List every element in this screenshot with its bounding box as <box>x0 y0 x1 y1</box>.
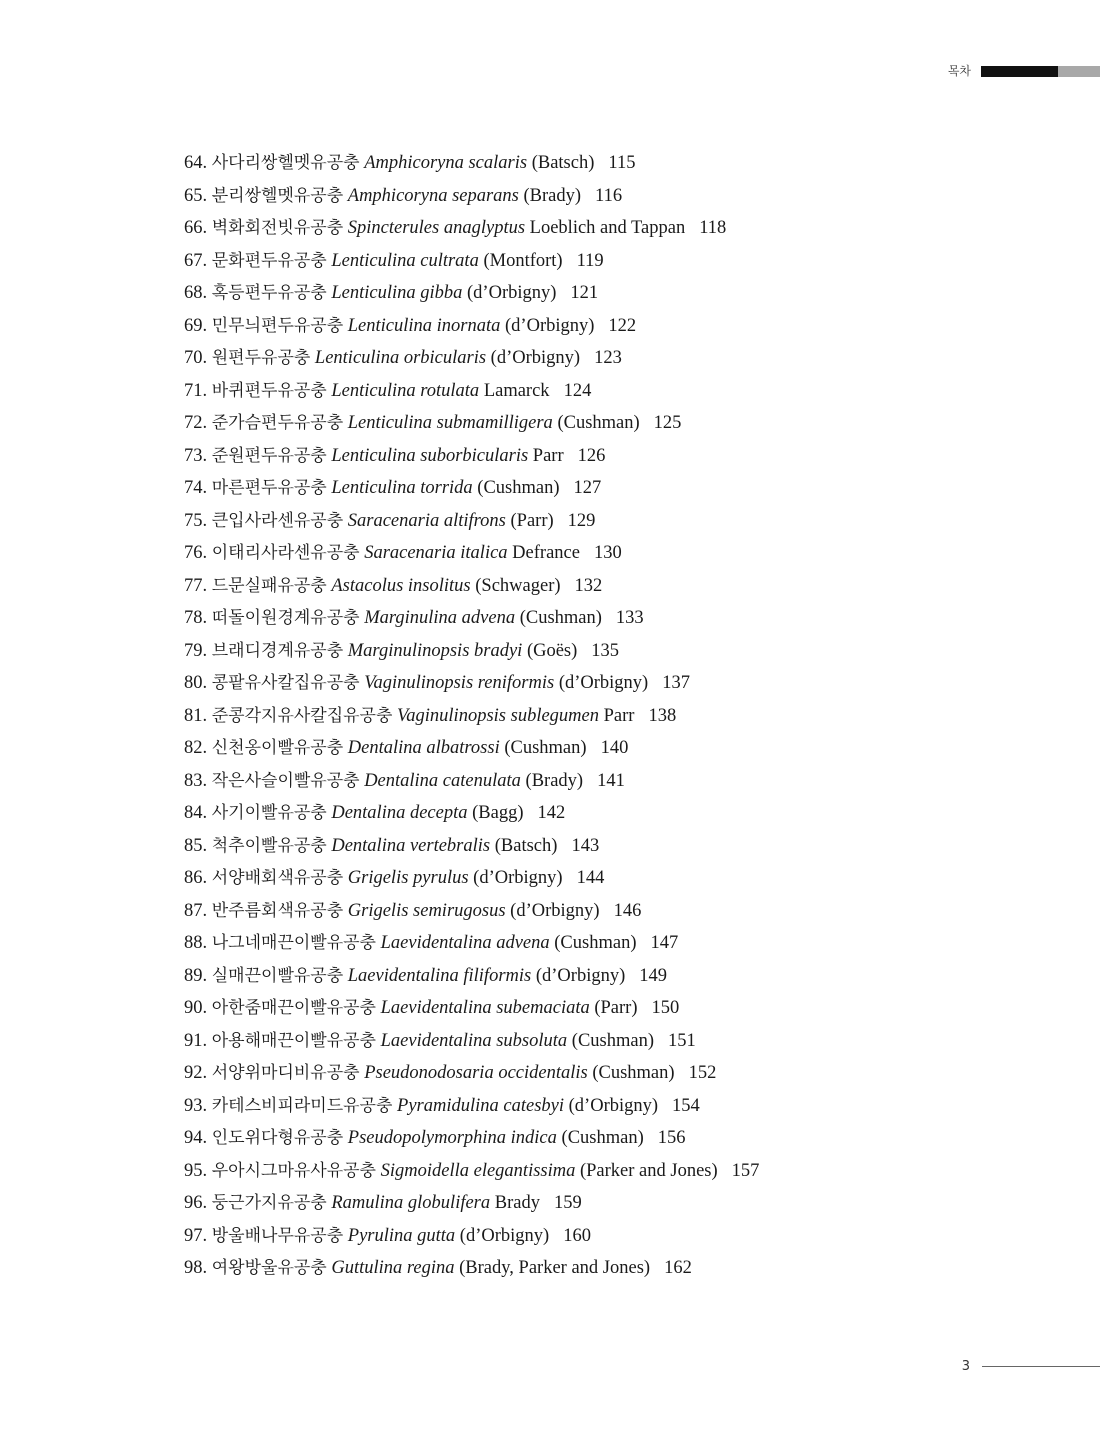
entry-korean-name: 바퀴편두유공충 <box>211 380 327 401</box>
entry-number: 74. <box>184 478 208 498</box>
entry-number: 82. <box>184 738 208 758</box>
entry-page-number: 147 <box>650 933 679 953</box>
entry-author: (Cushman) <box>571 1030 654 1051</box>
entry-scientific-name: Lenticulina rotulata <box>331 380 480 401</box>
entry-scientific-name: Astacolus insolitus <box>331 575 471 596</box>
entry-korean-name: 민무늬편두유공충 <box>211 315 344 336</box>
page-header <box>948 63 1100 79</box>
entry-scientific-name: Vaginulinopsis reniformis <box>364 673 555 693</box>
entry-scientific-name: Dentalina vertebralis <box>331 835 491 856</box>
toc-entry <box>184 1122 759 1155</box>
toc-entry <box>184 797 759 830</box>
entry-page-number: 162 <box>664 1258 692 1278</box>
entry-page-number: 118 <box>699 218 727 238</box>
toc-entry <box>184 1057 759 1090</box>
entry-scientific-name: Saracenaria italica <box>364 543 508 563</box>
entry-number: 97. <box>184 1225 208 1246</box>
entry-author: (Cushman) <box>477 478 560 498</box>
entry-author: (Cushman) <box>504 738 587 758</box>
toc-entry <box>184 667 759 700</box>
entry-number: 65. <box>184 185 208 206</box>
entry-page-number: 142 <box>537 803 566 823</box>
entry-page-number: 119 <box>576 250 604 271</box>
toc-entry <box>184 147 759 180</box>
entry-scientific-name: Laevidentalina subemaciata <box>380 998 590 1018</box>
toc-entry <box>184 992 759 1025</box>
entry-author: (Cushman) <box>592 1063 675 1083</box>
entry-author: (d’Orbigny) <box>558 673 649 693</box>
entry-number: 66. <box>184 218 208 238</box>
entry-number: 83. <box>184 770 208 791</box>
entry-page-number: 127 <box>573 478 602 498</box>
entry-scientific-name: Pyrulina gutta <box>347 1225 456 1246</box>
entry-author: (Montfort) <box>483 250 563 271</box>
entry-number: 68. <box>184 283 208 303</box>
entry-author: (Cushman) <box>561 1128 644 1148</box>
entry-korean-name: 작은사슬이빨유공충 <box>211 770 360 791</box>
entry-korean-name: 서양위마디비유공충 <box>211 1063 360 1083</box>
entry-korean-name: 신천옹이빨유공충 <box>211 738 344 758</box>
entry-korean-name: 반주름회색유공충 <box>211 900 344 921</box>
entry-author: Defrance <box>512 543 580 563</box>
entry-page-number: 129 <box>567 510 596 531</box>
entry-scientific-name: Laevidentalina subsoluta <box>380 1030 568 1051</box>
entry-number: 81. <box>184 705 208 726</box>
toc-entry <box>184 537 759 570</box>
entry-page-number: 140 <box>600 738 629 758</box>
entry-page-number: 135 <box>591 640 620 661</box>
entry-page-number: 123 <box>594 348 622 368</box>
toc-entry <box>184 472 759 505</box>
toc-entry <box>184 342 759 375</box>
entry-number: 69. <box>184 315 208 336</box>
header-bar-dark <box>981 66 1058 77</box>
toc-entry <box>184 862 759 895</box>
entry-scientific-name: Dentalina decepta <box>331 803 468 823</box>
entry-scientific-name: Vaginulinopsis sublegumen <box>397 705 599 726</box>
entry-scientific-name: Laevidentalina advena <box>380 933 550 953</box>
entry-number: 80. <box>184 673 208 693</box>
entry-number: 86. <box>184 868 208 888</box>
entry-number: 72. <box>184 413 208 433</box>
entry-korean-name: 아한줌매끈이빨유공충 <box>211 998 376 1018</box>
entry-scientific-name: Spincterules anaglyptus <box>347 218 526 238</box>
entry-page-number: 154 <box>672 1095 700 1116</box>
entry-korean-name: 이태리사라센유공충 <box>211 543 360 563</box>
entry-number: 94. <box>184 1128 208 1148</box>
header-bar-decoration <box>981 66 1100 77</box>
entry-scientific-name: Dentalina albatrossi <box>347 738 500 758</box>
entry-author: Brady <box>494 1193 540 1213</box>
section-title: 목차 <box>947 64 971 78</box>
entry-korean-name: 실매끈이빨유공충 <box>211 965 344 986</box>
entry-korean-name: 혹등편두유공충 <box>211 283 327 303</box>
entry-number: 70. <box>184 348 208 368</box>
table-of-contents <box>184 147 759 1285</box>
entry-number: 84. <box>184 803 208 823</box>
toc-entry <box>184 602 759 635</box>
entry-korean-name: 준콩각지유사칼집유공충 <box>211 705 393 726</box>
entry-scientific-name: Lenticulina torrida <box>331 478 473 498</box>
entry-page-number: 146 <box>613 900 642 921</box>
toc-entry <box>184 505 759 538</box>
entry-author: (d’Orbigny) <box>467 283 557 303</box>
entry-scientific-name: Grigelis semirugosus <box>347 900 506 921</box>
entry-scientific-name: Marginulinopsis bradyi <box>347 640 523 661</box>
entry-author: (Bagg) <box>472 803 524 823</box>
entry-korean-name: 떠돌이원경계유공충 <box>211 608 360 628</box>
entry-scientific-name: Pseudonodosaria occidentalis <box>364 1063 588 1083</box>
entry-page-number: 116 <box>595 185 623 206</box>
entry-scientific-name: Grigelis pyrulus <box>347 868 469 888</box>
entry-number: 77. <box>184 575 208 596</box>
entry-page-number: 125 <box>653 413 682 433</box>
entry-scientific-name: Ramulina globulifera <box>331 1193 491 1213</box>
entry-scientific-name: Dentalina catenulata <box>364 770 521 791</box>
entry-number: 95. <box>184 1160 208 1181</box>
entry-page-number: 132 <box>574 575 603 596</box>
entry-scientific-name: Pseudopolymorphina indica <box>347 1128 557 1148</box>
entry-page-number: 115 <box>608 153 636 173</box>
entry-page-number: 156 <box>657 1128 686 1148</box>
entry-author: Lamarck <box>483 380 550 401</box>
entry-page-number: 150 <box>651 998 680 1018</box>
toc-entry <box>184 960 759 993</box>
entry-number: 71. <box>184 380 208 401</box>
page-number: 3 <box>961 1359 970 1374</box>
entry-scientific-name: Lenticulina submamilligera <box>347 413 553 433</box>
toc-entry <box>184 1025 759 1058</box>
entry-korean-name: 방울배나무유공충 <box>211 1225 344 1246</box>
entry-scientific-name: Saracenaria altifrons <box>347 510 506 531</box>
toc-entry <box>184 830 759 863</box>
entry-number: 73. <box>184 445 208 466</box>
entry-number: 76. <box>184 543 208 563</box>
entry-author: (d’Orbigny) <box>490 348 581 368</box>
toc-entry <box>184 1187 759 1220</box>
entry-page-number: 138 <box>648 705 677 726</box>
entry-scientific-name: Pyramidulina catesbyi <box>397 1095 565 1116</box>
entry-page-number: 159 <box>553 1193 582 1213</box>
entry-korean-name: 콩팥유사칼집유공충 <box>211 673 360 693</box>
entry-number: 87. <box>184 900 208 921</box>
entry-scientific-name: Marginulina advena <box>364 608 516 628</box>
entry-scientific-name: Lenticulina suborbicularis <box>331 445 529 466</box>
entry-author: (Batsch) <box>494 835 558 856</box>
entry-author: (d’Orbigny) <box>473 868 563 888</box>
entry-number: 78. <box>184 608 208 628</box>
entry-korean-name: 드문실패유공충 <box>211 575 327 596</box>
entry-page-number: 152 <box>688 1063 717 1083</box>
entry-korean-name: 분리쌍헬멧유공충 <box>211 185 344 206</box>
entry-korean-name: 사기이빨유공충 <box>211 803 327 823</box>
entry-page-number: 141 <box>597 770 625 791</box>
entry-scientific-name: Lenticulina gibba <box>331 283 463 303</box>
entry-page-number: 149 <box>639 965 668 986</box>
entry-author: (Parker and Jones) <box>579 1160 718 1181</box>
entry-number: 88. <box>184 933 208 953</box>
toc-entry <box>184 407 759 440</box>
entry-number: 98. <box>184 1258 208 1278</box>
toc-entry <box>184 1252 759 1285</box>
entry-page-number: 151 <box>668 1030 696 1051</box>
entry-korean-name: 마른편두유공충 <box>211 478 327 498</box>
toc-entry <box>184 700 759 733</box>
toc-entry <box>184 440 759 473</box>
header-bar-gray <box>1058 66 1100 77</box>
entry-korean-name: 브래디경계유공충 <box>211 640 344 661</box>
toc-entry <box>184 1155 759 1188</box>
entry-author: Parr <box>603 705 635 726</box>
entry-author: (Brady, Parker and Jones) <box>459 1258 651 1278</box>
toc-entry <box>184 1090 759 1123</box>
entry-scientific-name: Sigmoidella elegantissima <box>380 1160 576 1181</box>
entry-number: 85. <box>184 835 208 856</box>
entry-scientific-name: Lenticulina inornata <box>347 315 501 336</box>
entry-number: 64. <box>184 153 208 173</box>
entry-korean-name: 벽화회전빗유공충 <box>211 218 344 238</box>
toc-entry <box>184 895 759 928</box>
toc-entry <box>184 1220 759 1253</box>
entry-number: 91. <box>184 1030 208 1051</box>
entry-page-number: 126 <box>577 445 606 466</box>
toc-entry <box>184 277 759 310</box>
entry-page-number: 124 <box>563 380 592 401</box>
entry-scientific-name: Laevidentalina filiformis <box>347 965 532 986</box>
entry-author: (d’Orbigny) <box>535 965 626 986</box>
entry-korean-name: 우아시그마유사유공충 <box>211 1160 376 1181</box>
entry-scientific-name: Guttulina regina <box>331 1258 455 1278</box>
toc-entry <box>184 245 759 278</box>
entry-author: Parr <box>532 445 564 466</box>
entry-korean-name: 문화편두유공충 <box>211 250 327 271</box>
entry-scientific-name: Amphicoryna scalaris <box>364 153 528 173</box>
entry-korean-name: 사다리쌍헬멧유공충 <box>211 153 360 173</box>
entry-author: (d’Orbigny) <box>459 1225 550 1246</box>
entry-author: (Schwager) <box>475 575 561 596</box>
entry-scientific-name: Amphicoryna separans <box>347 185 519 206</box>
entry-author: (d’Orbigny) <box>568 1095 659 1116</box>
toc-entry <box>184 570 759 603</box>
entry-page-number: 157 <box>731 1160 760 1181</box>
entry-author: (Batsch) <box>531 153 595 173</box>
toc-entry <box>184 927 759 960</box>
entry-korean-name: 나그네매끈이빨유공충 <box>211 933 376 953</box>
toc-entry <box>184 212 759 245</box>
entry-korean-name: 여왕방울유공충 <box>211 1258 327 1278</box>
entry-korean-name: 원편두유공충 <box>211 348 311 368</box>
entry-number: 79. <box>184 640 208 661</box>
toc-entry <box>184 375 759 408</box>
entry-author: (Parr) <box>510 510 554 531</box>
entry-korean-name: 큰입사라센유공충 <box>211 510 344 531</box>
entry-author: (Goës) <box>526 640 578 661</box>
entry-author: (Brady) <box>525 770 584 791</box>
toc-entry <box>184 180 759 213</box>
entry-korean-name: 서양배회색유공충 <box>211 868 344 888</box>
entry-korean-name: 준가슴편두유공충 <box>211 413 344 433</box>
entry-page-number: 144 <box>576 868 605 888</box>
toc-entry <box>184 732 759 765</box>
entry-scientific-name: Lenticulina cultrata <box>331 250 479 271</box>
entry-korean-name: 카테스비피라미드유공충 <box>211 1095 393 1116</box>
entry-author: (Cushman) <box>554 933 637 953</box>
entry-number: 96. <box>184 1193 208 1213</box>
toc-entry <box>184 765 759 798</box>
toc-entry <box>184 310 759 343</box>
entry-author: (Brady) <box>523 185 582 206</box>
entry-page-number: 143 <box>571 835 600 856</box>
entry-number: 75. <box>184 510 208 531</box>
entry-page-number: 133 <box>615 608 644 628</box>
entry-korean-name: 척추이빨유공충 <box>211 835 327 856</box>
entry-page-number: 160 <box>563 1225 591 1246</box>
entry-number: 90. <box>184 998 208 1018</box>
entry-scientific-name: Lenticulina orbicularis <box>314 348 487 368</box>
entry-number: 93. <box>184 1095 208 1116</box>
page-footer <box>962 1359 1100 1374</box>
entry-number: 92. <box>184 1063 208 1083</box>
entry-author: (d’Orbigny) <box>505 315 595 336</box>
entry-korean-name: 준원편두유공충 <box>211 445 327 466</box>
entry-korean-name: 인도위다형유공충 <box>211 1128 344 1148</box>
entry-page-number: 137 <box>662 673 690 693</box>
entry-korean-name: 둥근가지유공충 <box>211 1193 327 1213</box>
entry-author: (Parr) <box>594 998 638 1018</box>
entry-author: (Cushman) <box>519 608 602 628</box>
footer-rule <box>982 1366 1100 1367</box>
toc-entry <box>184 635 759 668</box>
entry-page-number: 130 <box>593 543 622 563</box>
entry-page-number: 122 <box>608 315 637 336</box>
entry-korean-name: 아용해매끈이빨유공충 <box>211 1030 376 1051</box>
entry-page-number: 121 <box>570 283 599 303</box>
entry-author: (Cushman) <box>557 413 640 433</box>
entry-author: Loeblich and Tappan <box>529 218 686 238</box>
entry-number: 67. <box>184 250 208 271</box>
entry-number: 89. <box>184 965 208 986</box>
entry-author: (d’Orbigny) <box>510 900 600 921</box>
